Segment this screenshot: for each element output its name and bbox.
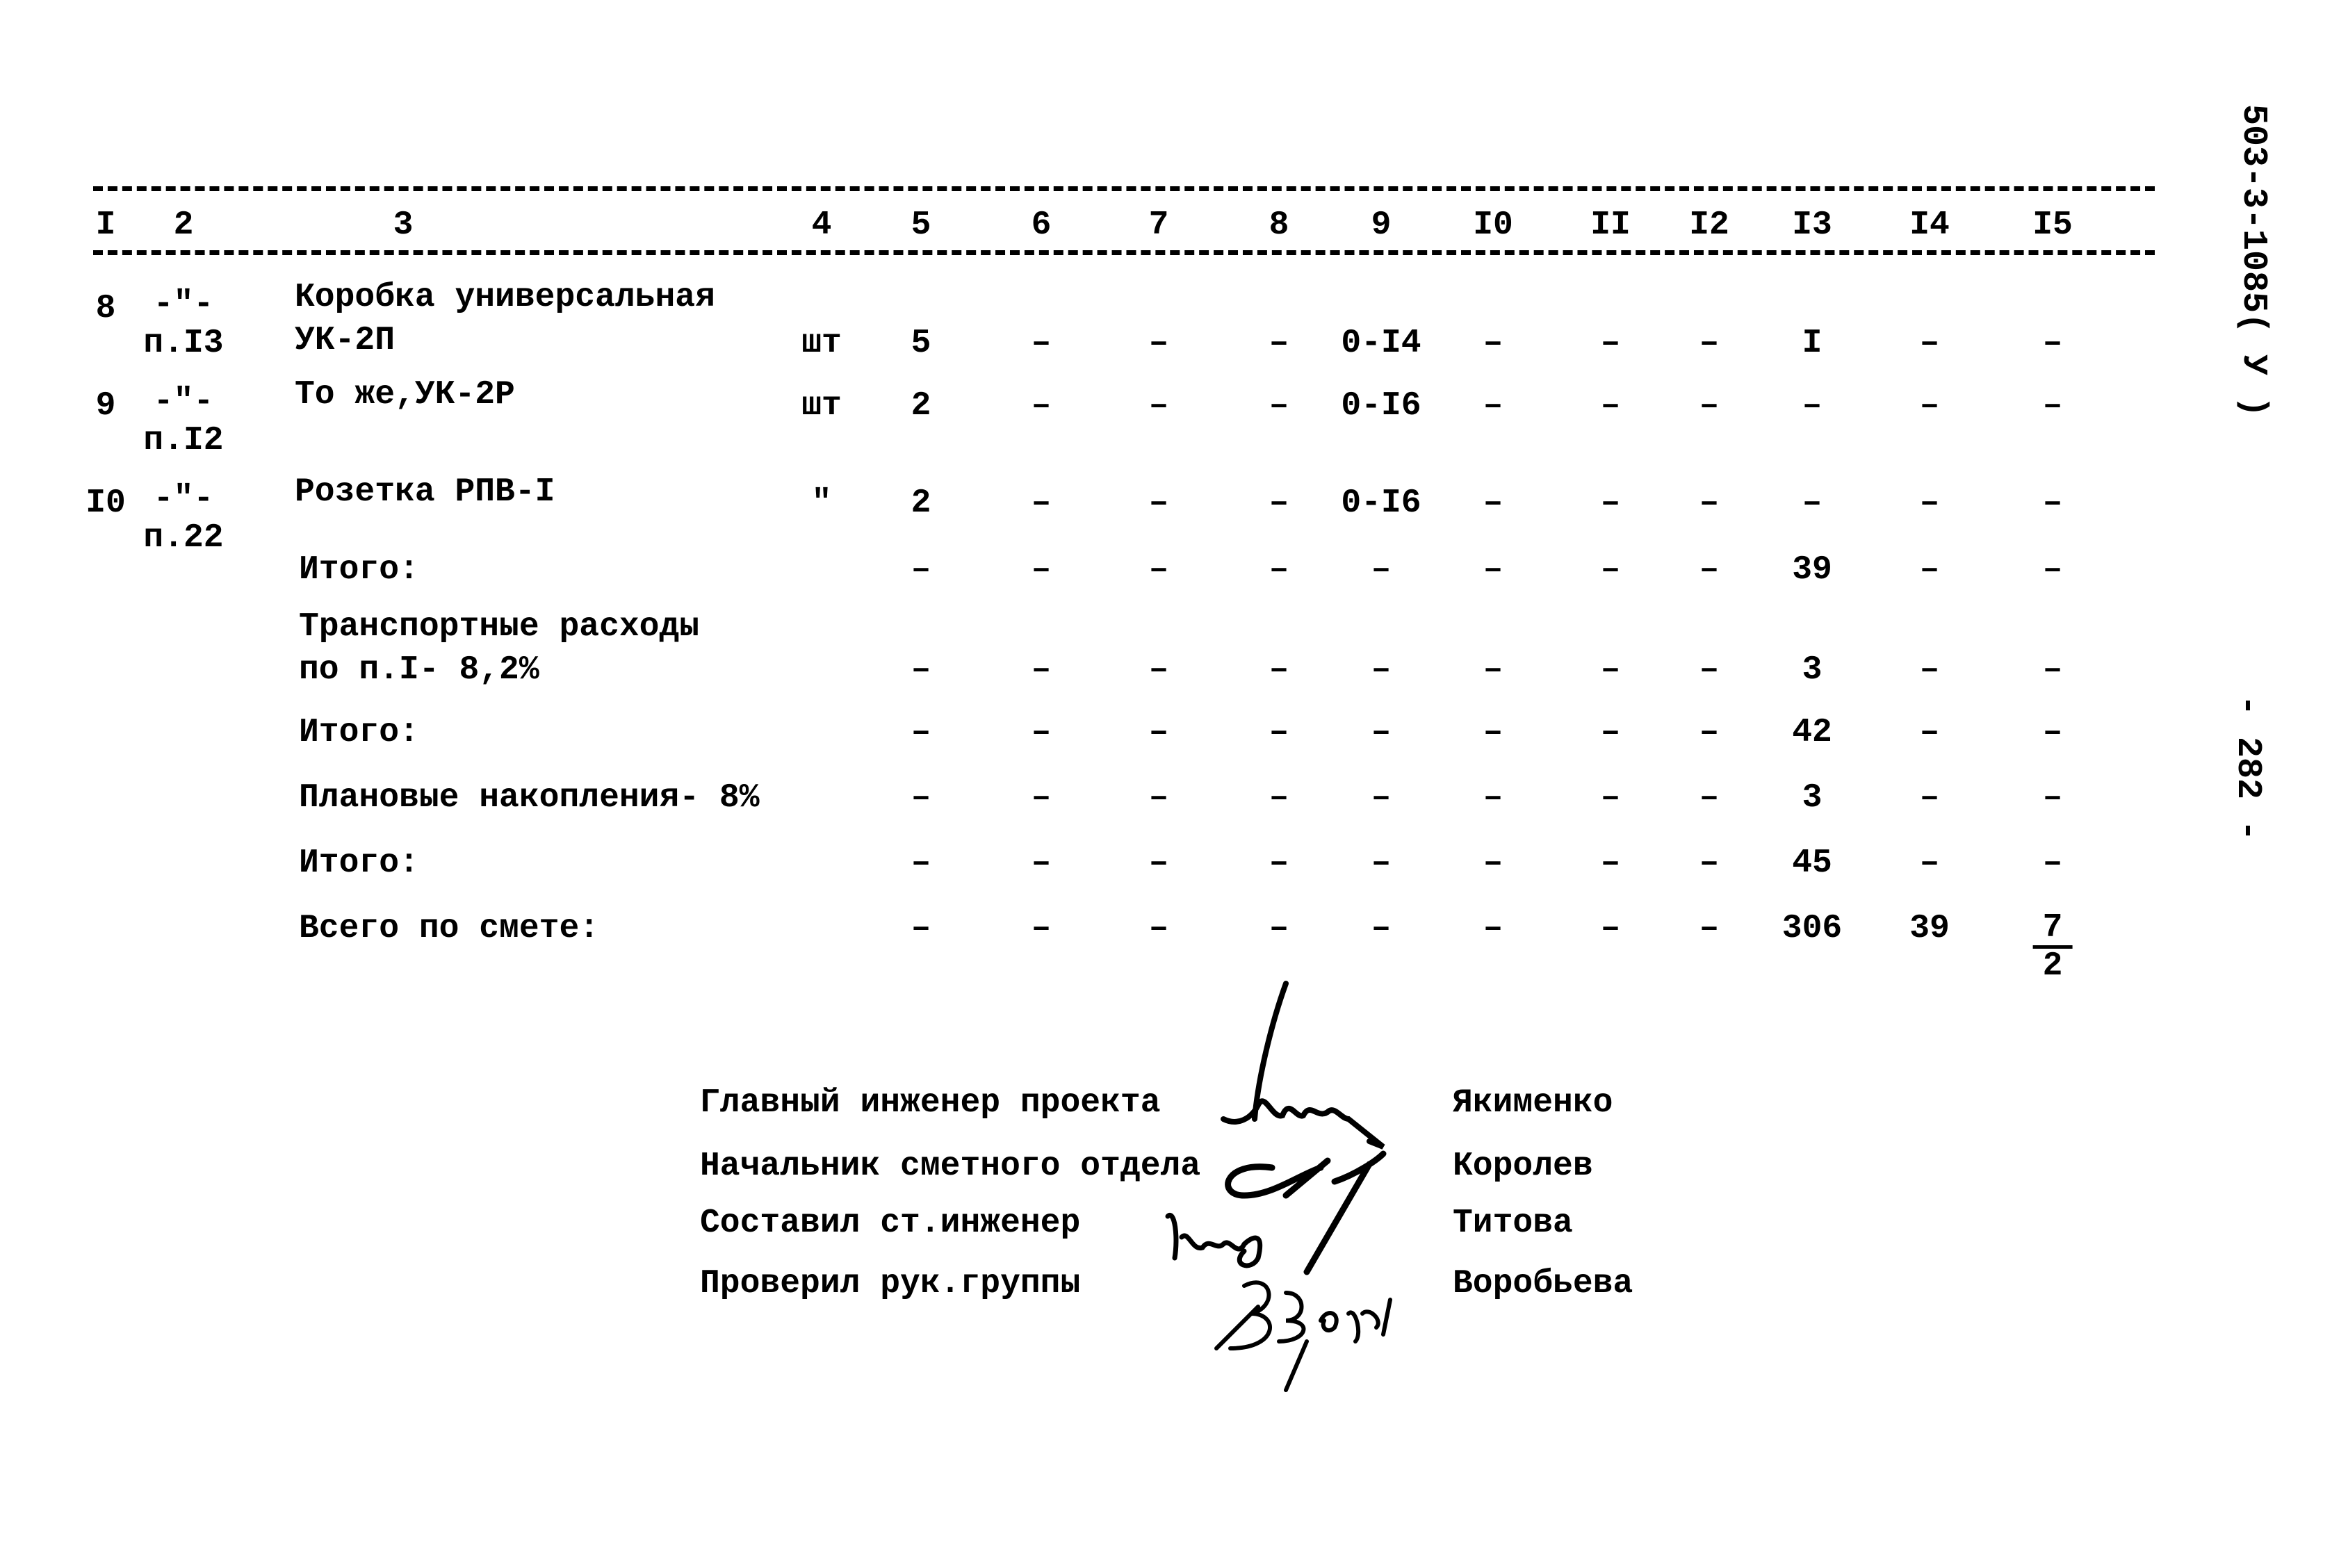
summary-cell: –: [1269, 910, 1289, 947]
summary-cell: –: [911, 551, 931, 589]
summary-cell: –: [1483, 844, 1503, 882]
summary-cell: –: [1148, 910, 1169, 947]
summary-cell: –: [911, 651, 931, 689]
summary-cell: –: [1031, 910, 1052, 947]
summary-cell: –: [1148, 844, 1169, 882]
table-cell: 0-I4: [1341, 325, 1421, 362]
row-number: 8: [95, 290, 116, 327]
table-cell: I: [1802, 325, 1823, 362]
summary-cell: –: [1600, 714, 1621, 751]
table-cell: 5: [911, 325, 931, 362]
header-bottom-rule: [93, 250, 2155, 255]
summary-cell: –: [1600, 844, 1621, 882]
summary-cell: –: [1483, 651, 1503, 689]
summary-cell: –: [1371, 551, 1392, 589]
table-cell: –: [1919, 387, 1940, 425]
table-cell: –: [1699, 484, 1720, 522]
summary-cell: –: [911, 714, 931, 751]
summary-cell: –: [1699, 651, 1720, 689]
handwritten-signature-4: [1202, 1265, 1453, 1390]
summary-cell: –: [911, 844, 931, 882]
summary-cell: –: [1148, 651, 1169, 689]
column-header: 2: [173, 206, 194, 244]
row-description: Розетка РПВ-I: [295, 473, 555, 511]
summary-cell: –: [2042, 651, 2063, 689]
summary-label: по п.I- 8,2%: [299, 651, 539, 689]
summary-label: Итого:: [299, 714, 419, 751]
column-header: I4: [1909, 206, 1950, 244]
table-cell: –: [1600, 484, 1621, 522]
column-header: I: [95, 206, 116, 244]
table-cell: 2: [911, 387, 931, 425]
summary-cell: –: [1371, 651, 1392, 689]
summary-cell: –: [1031, 651, 1052, 689]
summary-cell: 3: [1802, 779, 1823, 817]
summary-cell: –: [1031, 779, 1052, 817]
summary-cell: –: [1148, 714, 1169, 751]
summary-cell: –: [1600, 651, 1621, 689]
summary-cell: 42: [1792, 714, 1832, 751]
fraction-denominator: 2: [2042, 947, 2063, 985]
summary-cell: –: [911, 910, 931, 947]
table-cell: –: [2042, 387, 2063, 425]
summary-cell: –: [2042, 551, 2063, 589]
column-header: I2: [1689, 206, 1729, 244]
row-reference: п.I3: [143, 325, 224, 362]
summary-cell: –: [1371, 714, 1392, 751]
row-reference: п.I2: [143, 422, 224, 459]
column-header: 5: [911, 206, 931, 244]
table-cell: –: [1802, 484, 1823, 522]
row-reference: п.22: [143, 519, 224, 557]
column-header: 6: [1031, 206, 1052, 244]
page-number: - 282 -: [2228, 695, 2267, 842]
table-cell: –: [1699, 325, 1720, 362]
table-cell: –: [2042, 325, 2063, 362]
summary-label: Итого:: [299, 551, 419, 589]
summary-cell: –: [1269, 651, 1289, 689]
table-cell: –: [1483, 325, 1503, 362]
summary-cell: –: [1148, 779, 1169, 817]
total-fraction: [2033, 910, 2073, 983]
column-header: II: [1590, 206, 1631, 244]
summary-cell: –: [1031, 714, 1052, 751]
row-number: I0: [85, 484, 126, 522]
summary-cell: –: [911, 779, 931, 817]
table-cell: 2: [911, 484, 931, 522]
summary-cell: –: [1269, 779, 1289, 817]
row-reference: -"-: [153, 480, 214, 518]
table-cell: –: [1031, 325, 1052, 362]
header-top-rule: [93, 186, 2155, 191]
summary-cell: –: [1031, 844, 1052, 882]
summary-cell: –: [1600, 779, 1621, 817]
table-cell: –: [1699, 387, 1720, 425]
summary-cell: –: [1919, 651, 1940, 689]
summary-cell: –: [1699, 910, 1720, 947]
signature-name: Титова: [1453, 1204, 1573, 1242]
column-header: I0: [1473, 206, 1513, 244]
signature-name: Королев: [1453, 1148, 1593, 1185]
table-cell: –: [1483, 484, 1503, 522]
summary-label: Всего по смете:: [299, 910, 600, 947]
summary-cell: 306: [1782, 910, 1843, 947]
table-cell: –: [1600, 387, 1621, 425]
row-description: То же,УК-2Р: [295, 376, 515, 414]
summary-cell: –: [1269, 714, 1289, 751]
summary-cell: –: [1699, 714, 1720, 751]
column-header: 3: [393, 206, 414, 244]
summary-cell: –: [1483, 714, 1503, 751]
summary-label: Транспортные расходы: [299, 608, 700, 646]
summary-cell: 45: [1792, 844, 1832, 882]
summary-cell: –: [1919, 844, 1940, 882]
signature-name: Воробьева: [1453, 1265, 1633, 1302]
table-cell: –: [1269, 325, 1289, 362]
summary-cell: –: [2042, 714, 2063, 751]
summary-cell: –: [1031, 551, 1052, 589]
table-cell: –: [1031, 484, 1052, 522]
table-cell: шт: [801, 325, 842, 362]
summary-cell: –: [1371, 779, 1392, 817]
table-cell: –: [1269, 387, 1289, 425]
table-cell: –: [1031, 387, 1052, 425]
summary-cell: –: [1371, 844, 1392, 882]
table-cell: шт: [801, 387, 842, 425]
summary-cell: –: [1699, 844, 1720, 882]
table-cell: –: [1269, 484, 1289, 522]
column-header: 4: [811, 206, 832, 244]
fraction-numerator: 7: [2033, 910, 2073, 949]
row-description: УК-2П: [295, 322, 396, 359]
signature-name: Якименко: [1453, 1084, 1613, 1122]
summary-label: Итого:: [299, 844, 419, 882]
column-header: 7: [1148, 206, 1169, 244]
summary-cell: –: [1919, 779, 1940, 817]
table-cell: –: [1483, 387, 1503, 425]
column-header: I3: [1792, 206, 1832, 244]
summary-label: Плановые накопления- 8%: [299, 779, 760, 817]
column-header: I5: [2032, 206, 2073, 244]
row-reference: -"-: [153, 383, 214, 420]
summary-cell: –: [1483, 910, 1503, 947]
summary-cell: –: [1919, 551, 1940, 589]
summary-cell: –: [1483, 551, 1503, 589]
summary-cell: –: [1269, 844, 1289, 882]
column-header: 9: [1371, 206, 1392, 244]
summary-cell: –: [1699, 779, 1720, 817]
summary-cell: –: [1919, 714, 1940, 751]
table-cell: –: [1600, 325, 1621, 362]
row-reference: -"-: [153, 286, 214, 323]
summary-cell: –: [1371, 910, 1392, 947]
table-cell: –: [1919, 325, 1940, 362]
table-cell: –: [1148, 387, 1169, 425]
signature-role: Главный инженер проекта: [700, 1084, 1161, 1122]
table-cell: –: [1148, 325, 1169, 362]
summary-cell: 3: [1802, 651, 1823, 689]
table-cell: –: [2042, 484, 2063, 522]
summary-cell: 39: [1792, 551, 1832, 589]
summary-cell: –: [1269, 551, 1289, 589]
table-cell: 0-I6: [1341, 387, 1421, 425]
table-cell: ": [811, 484, 832, 522]
summary-cell: –: [1600, 551, 1621, 589]
table-cell: –: [1802, 387, 1823, 425]
summary-cell: –: [2042, 844, 2063, 882]
table-cell: –: [1148, 484, 1169, 522]
signature-role: Проверил рук.группы: [700, 1265, 1081, 1302]
column-header: 8: [1269, 206, 1289, 244]
table-cell: 0-I6: [1341, 484, 1421, 522]
summary-cell: 39: [1909, 910, 1950, 947]
row-number: 9: [95, 387, 116, 425]
summary-cell: –: [1600, 910, 1621, 947]
summary-cell: –: [1148, 551, 1169, 589]
document-code: 503-3-1085( У ): [2233, 104, 2273, 418]
summary-cell: –: [1699, 551, 1720, 589]
summary-cell: –: [1483, 779, 1503, 817]
summary-cell: –: [2042, 779, 2063, 817]
table-cell: –: [1919, 484, 1940, 522]
row-description: Коробка универсальная: [295, 279, 715, 316]
signature-role: Начальник сметного отдела: [700, 1148, 1201, 1185]
signature-role: Составил ст.инженер: [700, 1204, 1081, 1242]
